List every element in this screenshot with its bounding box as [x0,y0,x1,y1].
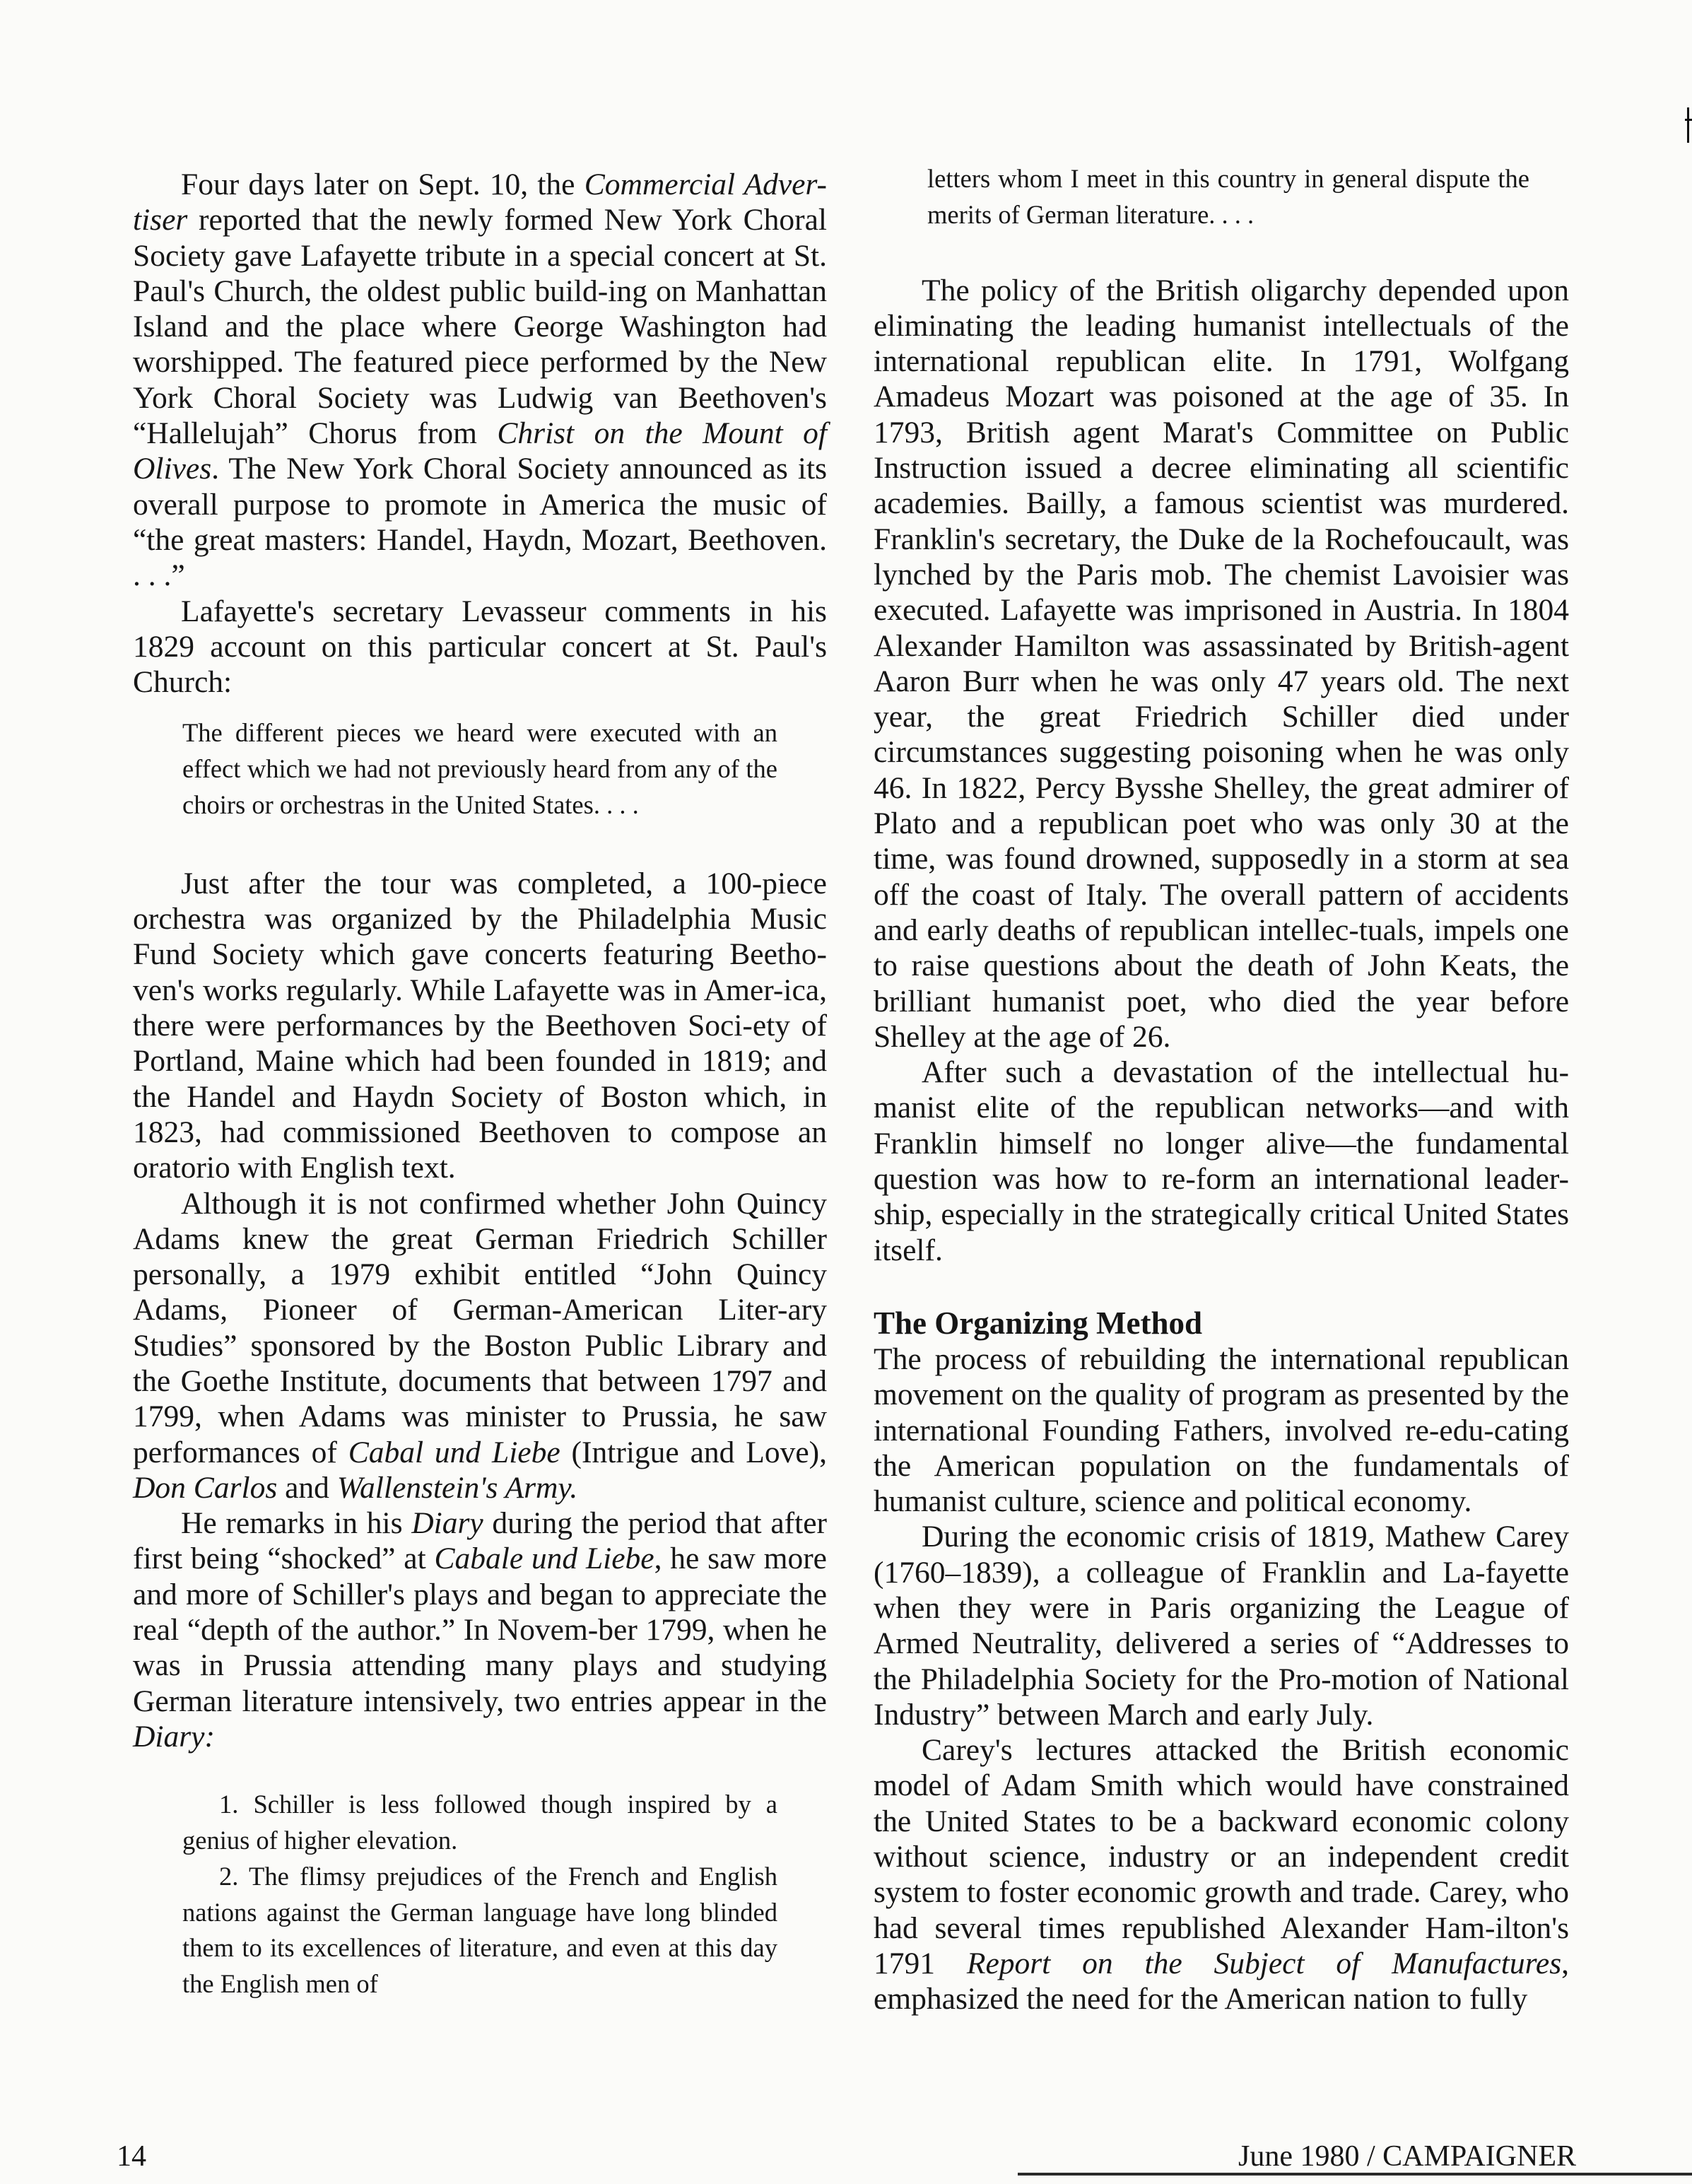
italic-text: Wallenstein's Army. [336,1470,578,1505]
quote-levasseur-text: The different pieces we heard were executed with an effect which we had not previously heard from any of the choirs or orchestras in the United States. . . . [182,718,777,820]
italic-text: Cabal und Liebe [348,1435,560,1469]
italic-text: Diary: [133,1719,215,1754]
blockquote-diary [182,1787,777,2002]
left-paragraph-4: Although it is not confirmed whether John Quincy Adams knew the great German Friedrich Schiller personally, a 1979 exhibit entitled “John Quincy Adams, Pioneer of German-American Liter-ary Studies” sponsored by the Boston Public Library and the Goethe Institute, documents that between 1797 and 1799, when Adams was minister to Prussia, he saw performances of Cabal und Liebe (Intrigue and Love), Don Carlos and Wallenstein's Army. [133,1186,828,1505]
right-paragraph-1: The policy of the British oligarchy depended upon eliminating the leading humanist intellectuals of the international republican elite. In 1791, Wolfgang Amadeus Mozart was poisoned at the age of 35. In 1793, British agent Marat's Committee on Public Instruction issued a decree eliminating all scientific academies. Bailly, a famous scientist was murdered. Franklin's secretary, the Duke de la Rochefoucault, was lynched by the Paris mob. The chemist Lavoisier was executed. Lafayette was imprisoned in Austria. In 1804 Alexander Hamilton was assassinated by British-agent Aaron Burr when he was only 47 years old. The next year, the great Friedrich Schiller died under circumstances suggesting poisoning when he was only 46. In 1822, Percy Bysshe Shelley, the great admirer of Plato and a republican poet who was only 30 at the time, was found drowned, supposedly in a storm at sea off the coast of Italy. The overall pattern of accidents and early deaths of republican intellec-tuals, impels one to raise questions about the death of John Keats, the brilliant humanist poet, who died the year before Shelley at the age of 26. [874,273,1569,1054]
italic-text: Don Carlos [133,1470,278,1505]
right-paragraph-3: The process of rebuilding the international republican movement on the quality of program as presented by the international Founding Fathers, involved re-edu-cating the American population on the fundamentals of humanist culture, science and political economy. [874,1341,1569,1519]
blockquote-levasseur [182,715,777,823]
left-paragraph-2: Lafayette's secretary Levasseur comments in his 1829 account on this particular concert at St. Paul's Church: [133,594,827,700]
left-paragraph-5: He remarks in his Diary during the period that after first being “shocked” at Cabale und Liebe, he saw more and more of Schiller's plays and began to appreciate the real “depth of the author.” In Novem-ber 1799, when he was in Prussia attending many plays and studying German literature intensively, two entries appear in the Diary: [133,1506,827,1754]
blockquote-diary-continued [927,161,1529,233]
page-edge-mark [1687,107,1689,143]
quote-diary-continued-text: letters whom I meet in this country in general dispute the merits of German literature. . . . [927,164,1529,229]
left-column [133,167,827,2002]
page-number: 14 [117,2140,146,2173]
quote-diary-entry-2: 2. The flimsy prejudices of the French and English nations against the German language have long blinded them to its excellences of literature, and even at this day the English men of [182,1861,777,1999]
italic-text: Commercial Adver-tiser [133,168,828,237]
bottom-rule [1018,2173,1692,2176]
italic-text: Cabale und Liebe [434,1542,654,1576]
italic-text: Christ on the Mount of Olives [133,416,828,486]
italic-text: Diary [411,1506,483,1541]
italic-text: Report on the Subject of Manufactures [966,1946,1562,1980]
left-paragraph-3: Just after the tour was completed, a 100-piece orchestra was organized by the Philadelphia Music Fund Society which gave concerts featuring Beetho-ven's works regularly. While Lafayette was in Amer-ica, there were performances by the Beethoven Soci-ety of Portland, Maine which had been founded in 1819; and the Handel and Haydn Society of Boston which, in 1823, had commissioned Beethoven to compose an oratorio with English text. [133,866,827,1185]
right-paragraph-5: Carey's lectures attacked the British economic model of Adam Smith which would have constrained the United States to be a backward economic colony without science, industry or an independent credit system to foster economic growth and trade. Carey, who had several times republished Alexander Ham-ilton's 1791 Report on the Subject of Manufactures, emphasized the need for the American nation to fully [874,1733,1569,2016]
section-heading: The Organizing Method [874,1305,1203,1341]
right-paragraph-2: After such a devastation of the intellectual hu-manist elite of the republican networks—and with Franklin himself no longer alive—the fundamental question was how to re-form an international leader-ship, especially in the strategically critical United States itself. [874,1055,1569,1267]
right-column [874,164,1569,2017]
quote-diary-entry-1: 1. Schiller is less followed though inspired by a genius of higher elevation. [182,1790,777,1855]
page-edge-tick [1685,119,1692,121]
running-footer: June 1980 / CAMPAIGNER [1238,2140,1576,2173]
right-paragraph-4: During the economic crisis of 1819, Mathew Carey (1760–1839), a colleague of Franklin and La-fayette when they were in Paris organizing the League of Armed Neutrality, delivered a series of “Addresses to the Philadelphia Society for the Pro-motion of National Industry” between March and early July. [874,1520,1569,1732]
left-paragraph-1: Four days later on Sept. 10, the Commercial Adver-tiser reported that the newly formed New York Choral Society gave Lafayette tribute in a special concert at St. Paul's Church, the oldest public build-ing on Manhattan Island and the place where George Washington had worshipped. The featured piece performed by the New York Choral Society was Ludwig van Beethoven's “Hallelujah” Chorus from Christ on the Mount of Olives. The New York Choral Society announced as its overall purpose to promote in America the music of “the great masters: Handel, Haydn, Mozart, Beethoven. . . .” [133,168,828,593]
